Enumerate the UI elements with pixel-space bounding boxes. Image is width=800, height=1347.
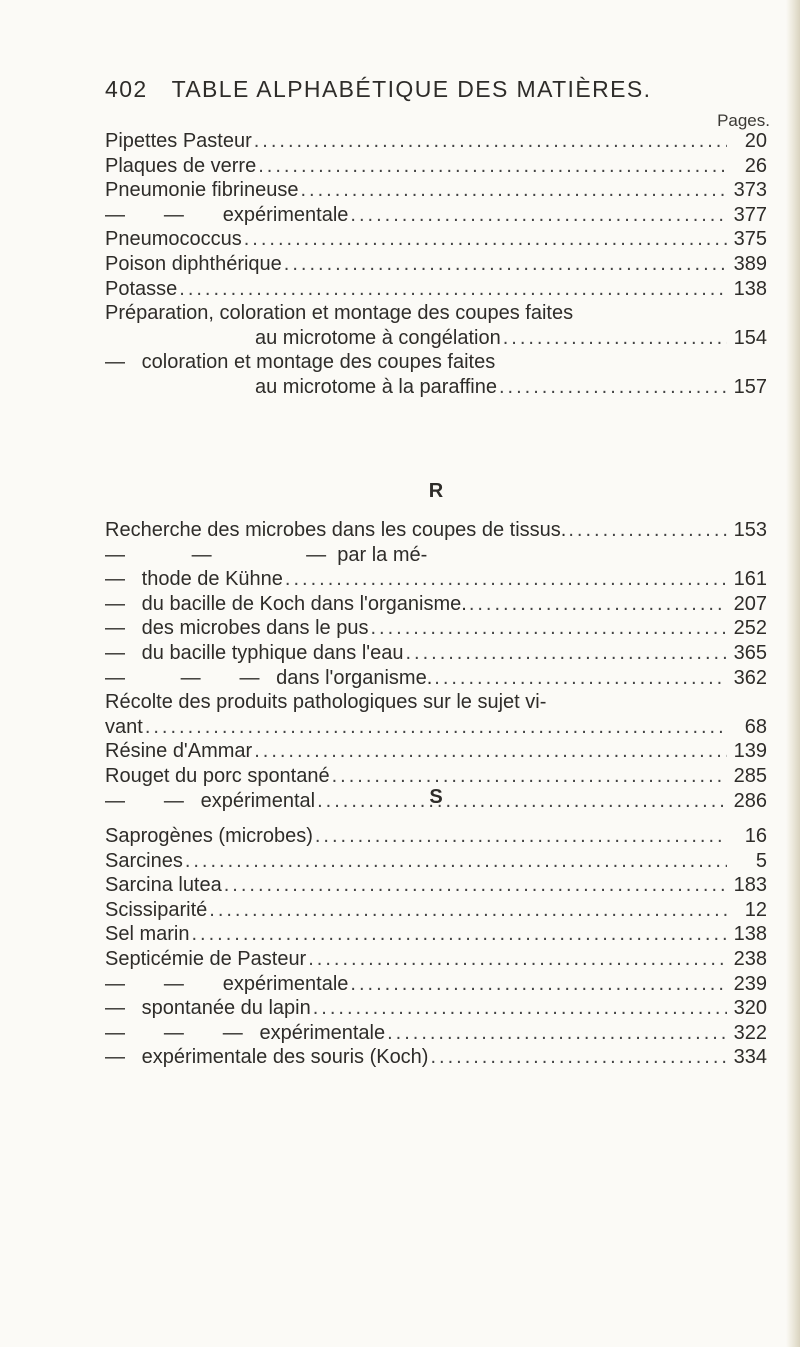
index-entry bbox=[105, 350, 767, 375]
section-r-entries bbox=[105, 518, 767, 813]
leader-dots bbox=[183, 849, 727, 874]
leader-dots bbox=[385, 1021, 727, 1046]
leader-dots bbox=[207, 898, 727, 923]
leader-dots bbox=[348, 203, 727, 228]
leader-dots bbox=[189, 922, 727, 947]
leader-dots bbox=[566, 518, 727, 543]
entry-page-number: 138 bbox=[733, 923, 767, 946]
entry-page-number: 183 bbox=[733, 874, 767, 897]
leader-dots bbox=[282, 252, 727, 277]
section-letter-r: R bbox=[428, 480, 444, 502]
entry-label: au microtome à congélation bbox=[255, 326, 501, 349]
index-entry bbox=[105, 666, 767, 691]
entry-label: Pneumonie fibrineuse bbox=[105, 179, 299, 202]
entry-page-number: 5 bbox=[755, 849, 767, 872]
index-entry bbox=[105, 996, 767, 1021]
entry-page-number: 286 bbox=[733, 789, 767, 812]
entry-page-number: 389 bbox=[733, 252, 767, 275]
entry-label: Potasse bbox=[105, 277, 178, 300]
entry-label: Septicémie de Pasteur bbox=[105, 947, 307, 970]
entry-page-number: 20 bbox=[744, 130, 767, 152]
entry-page-number: 153 bbox=[733, 519, 767, 541]
entry-label: Saprogènes (microbes) bbox=[105, 825, 313, 847]
index-entry bbox=[105, 873, 767, 898]
ditto-dash: — — bbox=[105, 203, 223, 226]
entry-page-number: 375 bbox=[733, 228, 767, 251]
entry-page-number: 12 bbox=[744, 898, 767, 921]
ditto-dash: — bbox=[105, 592, 142, 615]
index-entry bbox=[105, 1045, 767, 1070]
pages-column-label: Pages. bbox=[717, 111, 770, 130]
entry-label: Recherche des microbes dans les coupes de tissus. bbox=[105, 519, 567, 541]
entry-label: Récolte des produits pathologiques sur le sujet vi- bbox=[105, 691, 547, 714]
index-entry bbox=[105, 203, 767, 228]
entry-page-number: 334 bbox=[733, 1046, 767, 1069]
index-entry bbox=[105, 129, 767, 154]
entry-label: thode de Kühne bbox=[141, 568, 283, 591]
index-entry bbox=[105, 849, 767, 874]
entry-label: coloration et montage des coupes faites bbox=[141, 351, 496, 374]
leader-dots bbox=[256, 154, 727, 179]
entry-page-number: 322 bbox=[733, 1021, 767, 1044]
ditto-dash: — bbox=[105, 568, 142, 591]
entry-page-number: 252 bbox=[733, 617, 767, 640]
entry-page-number: 365 bbox=[733, 641, 767, 664]
section-letter-s: S bbox=[429, 786, 443, 808]
entry-label: du bacille de Koch dans l'organisme. bbox=[141, 592, 467, 615]
index-entry bbox=[105, 178, 767, 203]
leader-dots bbox=[311, 996, 727, 1021]
entry-page-number: 26 bbox=[744, 154, 767, 177]
ditto-dash: — bbox=[105, 997, 142, 1020]
entry-page-number: 154 bbox=[733, 326, 767, 349]
index-entry bbox=[105, 543, 767, 568]
index-entry bbox=[105, 375, 767, 400]
section-s-entries bbox=[105, 824, 767, 1070]
ditto-dash: — bbox=[105, 617, 142, 640]
leader-dots bbox=[403, 641, 727, 666]
index-entry bbox=[105, 947, 767, 972]
entry-page-number: 362 bbox=[733, 666, 767, 689]
leader-dots bbox=[222, 873, 727, 898]
leader-dots bbox=[298, 178, 727, 203]
entry-page-number: 239 bbox=[733, 972, 767, 995]
entry-label: dans l'organisme. bbox=[276, 666, 433, 689]
index-entry bbox=[105, 922, 767, 947]
index-entry bbox=[105, 518, 767, 543]
index-entry bbox=[105, 326, 767, 351]
ditto-dash: — — — bbox=[105, 1021, 260, 1044]
leader-dots bbox=[348, 972, 727, 997]
entry-page-number: 377 bbox=[733, 203, 767, 226]
index-entry bbox=[105, 301, 767, 326]
entry-page-number: 373 bbox=[733, 179, 767, 202]
entry-label: Sel marin bbox=[105, 923, 190, 946]
ditto-dash: — bbox=[105, 351, 142, 374]
entry-page-number: 157 bbox=[733, 375, 767, 398]
page-edge bbox=[786, 0, 800, 1347]
index-entry bbox=[105, 616, 767, 641]
ditto-dash: — bbox=[105, 1046, 142, 1069]
ditto-dash: — — — bbox=[105, 666, 277, 689]
entry-page-number: 161 bbox=[733, 568, 767, 591]
entry-page-number: 16 bbox=[744, 825, 767, 847]
entry-label: Sarcines bbox=[105, 849, 183, 872]
ditto-dash: — — bbox=[105, 789, 201, 812]
entry-label: Pipettes Pasteur bbox=[105, 130, 252, 152]
entry-label: expérimentale bbox=[259, 1021, 386, 1044]
entry-page-number: 207 bbox=[733, 592, 767, 615]
leader-dots bbox=[497, 375, 727, 400]
entry-label: Scissiparité bbox=[105, 898, 208, 921]
entry-label: expérimentale des souris (Koch) bbox=[141, 1046, 429, 1069]
leader-dots bbox=[252, 739, 727, 764]
entry-page-number: 285 bbox=[733, 764, 767, 787]
entry-label: spontanée du lapin bbox=[141, 997, 311, 1020]
index-entry bbox=[105, 1021, 767, 1046]
leader-dots bbox=[368, 616, 727, 641]
entry-label: au microtome à la paraffine bbox=[255, 375, 497, 398]
entry-label: Sarcina lutea bbox=[105, 874, 222, 897]
entry-page-number: 68 bbox=[744, 715, 767, 738]
index-entry bbox=[105, 824, 767, 849]
index-entry bbox=[105, 567, 767, 592]
index-entry bbox=[105, 154, 767, 179]
page-number: 402 bbox=[105, 76, 148, 102]
index-entry bbox=[105, 739, 767, 764]
entry-label: Résine d'Ammar bbox=[105, 740, 253, 763]
entry-label: Plaques de verre bbox=[105, 154, 257, 177]
entry-label: expérimental bbox=[200, 789, 316, 812]
entry-label: Rouget du porc spontané bbox=[105, 764, 330, 787]
entry-label: expérimentale bbox=[222, 203, 349, 226]
entry-label: Pneumococcus bbox=[105, 228, 242, 251]
index-entry bbox=[105, 898, 767, 923]
ditto-dash: — bbox=[105, 641, 142, 664]
entry-label: Poison diphthérique bbox=[105, 252, 282, 275]
section-p-entries bbox=[105, 129, 767, 400]
index-entry bbox=[105, 227, 767, 252]
index-entry bbox=[105, 715, 767, 740]
leader-dots bbox=[330, 764, 727, 789]
entry-label: vant bbox=[105, 715, 143, 738]
entry-page-number: 320 bbox=[733, 997, 767, 1020]
index-entry bbox=[105, 252, 767, 277]
page-title: TABLE ALPHABÉTIQUE DES MATIÈRES. bbox=[171, 76, 652, 102]
index-entry bbox=[105, 690, 767, 715]
ditto-dash: — — — bbox=[105, 543, 338, 566]
page-header bbox=[105, 76, 770, 103]
entry-label: du bacille typhique dans l'eau bbox=[141, 641, 404, 664]
entry-page-number: 238 bbox=[733, 947, 767, 970]
entry-page-number: 139 bbox=[733, 740, 767, 763]
index-entry bbox=[105, 641, 767, 666]
entry-label: par la mé- bbox=[337, 543, 428, 566]
leader-dots bbox=[283, 567, 727, 592]
entry-label: des microbes dans le pus bbox=[141, 617, 369, 640]
index-entry bbox=[105, 972, 767, 997]
leader-dots bbox=[428, 1045, 727, 1070]
entry-label: Préparation, coloration et montage des coupes faites bbox=[105, 302, 574, 325]
leader-dots bbox=[242, 227, 727, 252]
entry-label: expérimentale bbox=[222, 972, 349, 995]
ditto-dash: — — bbox=[105, 972, 223, 995]
leader-dots bbox=[501, 326, 727, 351]
leader-dots bbox=[143, 715, 727, 740]
leader-dots bbox=[432, 666, 727, 691]
leader-dots bbox=[467, 592, 727, 617]
leader-dots bbox=[306, 947, 727, 972]
leader-dots bbox=[252, 129, 727, 154]
entry-page-number: 138 bbox=[733, 277, 767, 300]
leader-dots bbox=[177, 277, 727, 302]
index-entry bbox=[105, 592, 767, 617]
index-entry bbox=[105, 277, 767, 302]
leader-dots bbox=[313, 824, 727, 849]
index-entry bbox=[105, 764, 767, 789]
